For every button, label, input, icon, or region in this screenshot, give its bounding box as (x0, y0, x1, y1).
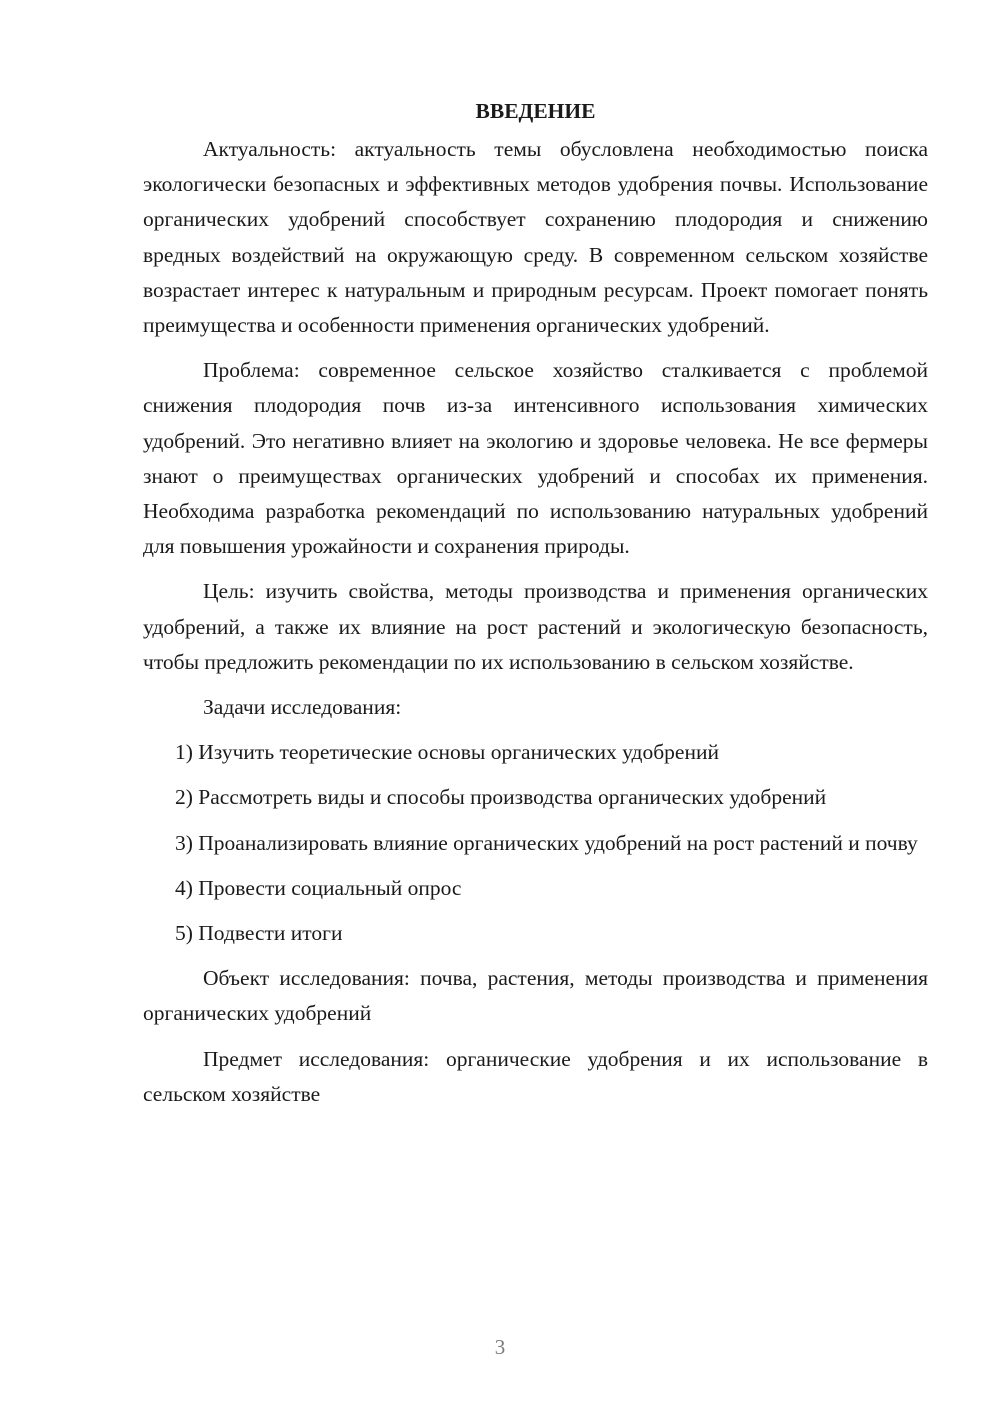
document-page (143, 96, 928, 1122)
problem-paragraph: Проблема: современное сельское хозяйство сталкивается с проблемой снижения плодородия почв из-за интенсивного использования химических удобрений. Это негативно влияет на экологию и здоровье человека. Не все фермеры знают о преимуществах органических удобрений и способах их применения. Необходима разработка рекомендаций по использованию натуральных удобрений для повышения урожайности и сохранения природы. (143, 358, 928, 559)
subject-paragraph: Предмет исследования: органические удобрения и их использование в сельском хозяйстве (143, 1046, 928, 1106)
relevance-paragraph: Актуальность: актуальность темы обусловлена необходимостью поиска экологически безопасных и эффективных методов удобрения почвы. Использование органических удобрений способствует сохранению плодородия и снижению вредных воздействий на окружающую среду. В современном сельском хозяйстве возрастает интерес к натуральным и природным ресурсам. Проект помогает понять преимущества и особенности применения органических удобрений. (143, 137, 928, 338)
task-item: 2) Рассмотреть виды и способы производства органических удобрений (175, 785, 827, 810)
task-item: 1) Изучить теоретические основы органических удобрений (175, 740, 719, 765)
tasks-heading: Задачи исследования: (203, 695, 402, 720)
task-item: 4) Провести социальный опрос (175, 875, 462, 900)
section-title: ВВЕДЕНИЕ (475, 99, 596, 123)
goal-paragraph: Цель: изучить свойства, методы производства и применения органических удобрений, а также их влияние на рост растений и экологическую безопасность, чтобы предложить рекомендации по их использованию в сельском хозяйстве. (143, 579, 928, 674)
task-item: 3) Проанализировать влияние органических удобрений на рост растений и почву (175, 830, 918, 855)
page-number: 3 (494, 1335, 506, 1359)
task-item: 5) Подвести итоги (175, 921, 343, 946)
object-paragraph: Объект исследования: почва, растения, методы производства и применения органических удобрений (143, 966, 928, 1026)
